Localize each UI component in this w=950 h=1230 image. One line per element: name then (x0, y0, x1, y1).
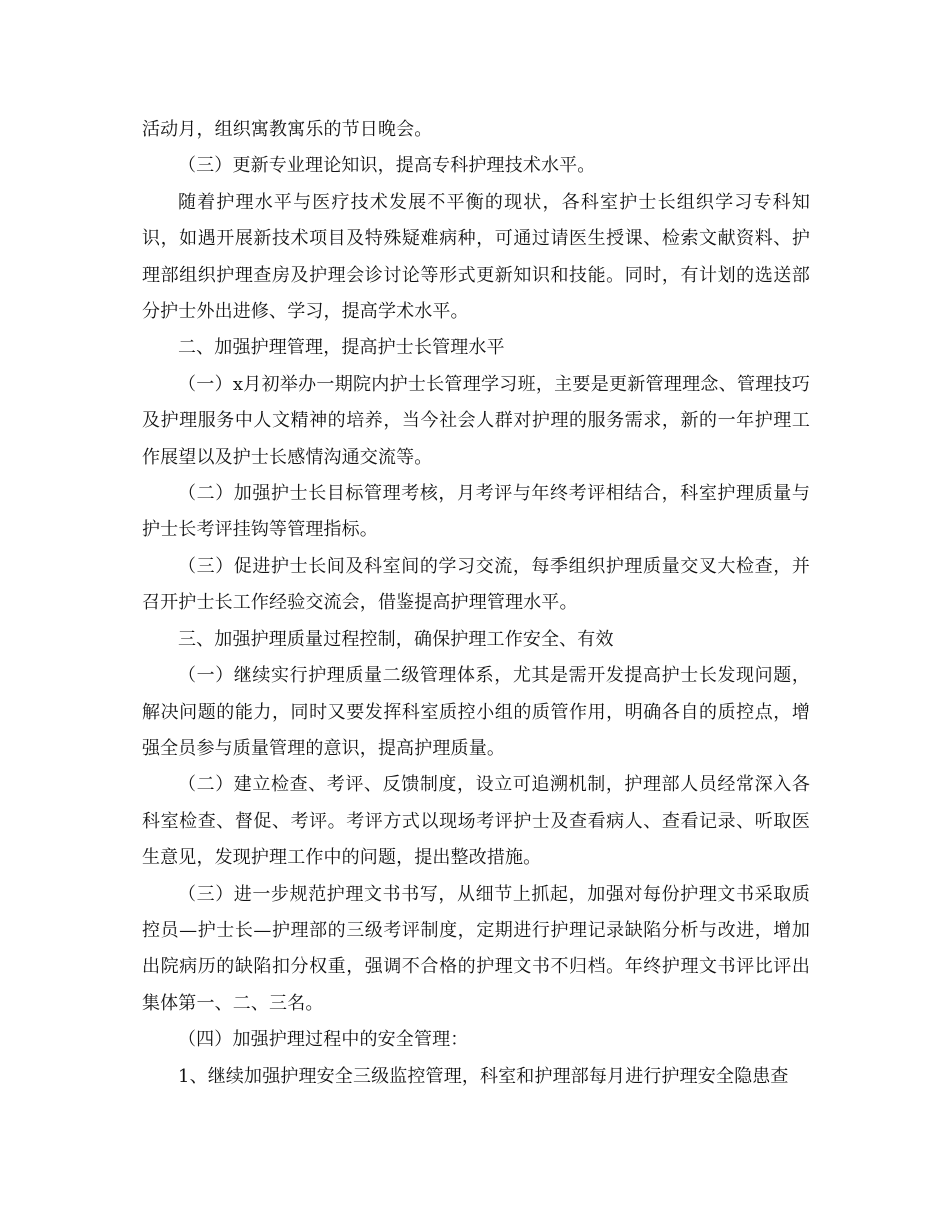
paragraph-item-2: （二）加强护士长目标管理考核，月考评与年终考评相结合，科室护理质量与护士长考评挂钩等管理指标。 (142, 483, 810, 541)
paragraph-item-1: （一）继续实行护理质量二级管理体系，尤其是需开发提高护士长发现问题，解决问题的能力，同时又要发挥科室质控小组的质管作用，明确各自的质控点，增强全员参与质量管理的意识，提高护理质量。 (142, 665, 810, 759)
paragraph-continuation: 活动月，组织寓教寓乐的节日晚会。 (142, 119, 433, 140)
paragraph-item-2: （二）建立检查、考评、反馈制度，设立可追溯机制，护理部人员经常深入各科室检查、督促、考评。考评方式以现场考评护士及查看病人、查看记录、听取医生意见，发现护理工作中的问题，提出整改措施。 (142, 774, 810, 869)
paragraph-item-1: （一）x月初举办一期院内护士长管理学习班，主要是更新管理理念、管理技巧及护理服务中人文精神的培养，当今社会人群对护理的服务需求，新的一年护理工作展望以及护士长感情沟通交流等。 (142, 373, 810, 468)
paragraph-list-item-1: 1、继续加强护理安全三级监控管理，科室和护理部每月进行护理安全隐患查 (178, 1065, 789, 1087)
section-heading-2: 二、加强护理管理，提高护士长管理水平 (178, 337, 505, 359)
paragraph-item-4: （四）加强护理过程中的安全管理： (178, 1029, 469, 1051)
paragraph-item-3: （三）促进护士长间及科室间的学习交流，每季组织护理质量交叉大检查，并召开护士长工作经验交流会，借鉴提高护理管理水平。 (142, 555, 810, 614)
paragraph-subheading-3: （三）更新专业理论知识，提高专科护理技术水平。 (178, 155, 596, 177)
document-body (142, 112, 810, 1095)
section-heading-3: 三、加强护理质量过程控制，确保护理工作安全、有效 (178, 628, 614, 650)
paragraph-item-3: （三）进一步规范护理文书书写，从细节上抓起，加强对每份护理文书采取质控员—护士长—护理部的三级考评制度，定期进行护理记录缺陷分析与改进，增加出院病历的缺陷扣分权重，强调不合格的护理文书不归档。年终护理文书评比评出集体第一、二、三名。 (142, 883, 810, 1014)
paragraph-body: 随着护理水平与医疗技术发展不平衡的现状，各科室护士长组织学习专科知识，如遇开展新技术项目及特殊疑难病种，可通过请医生授课、检索文献资料、护理部组织护理查房及护理会诊讨论等形式更新知识和技能。同时，有计划的选送部分护士外出进修、学习，提高学术水平。 (142, 191, 810, 323)
